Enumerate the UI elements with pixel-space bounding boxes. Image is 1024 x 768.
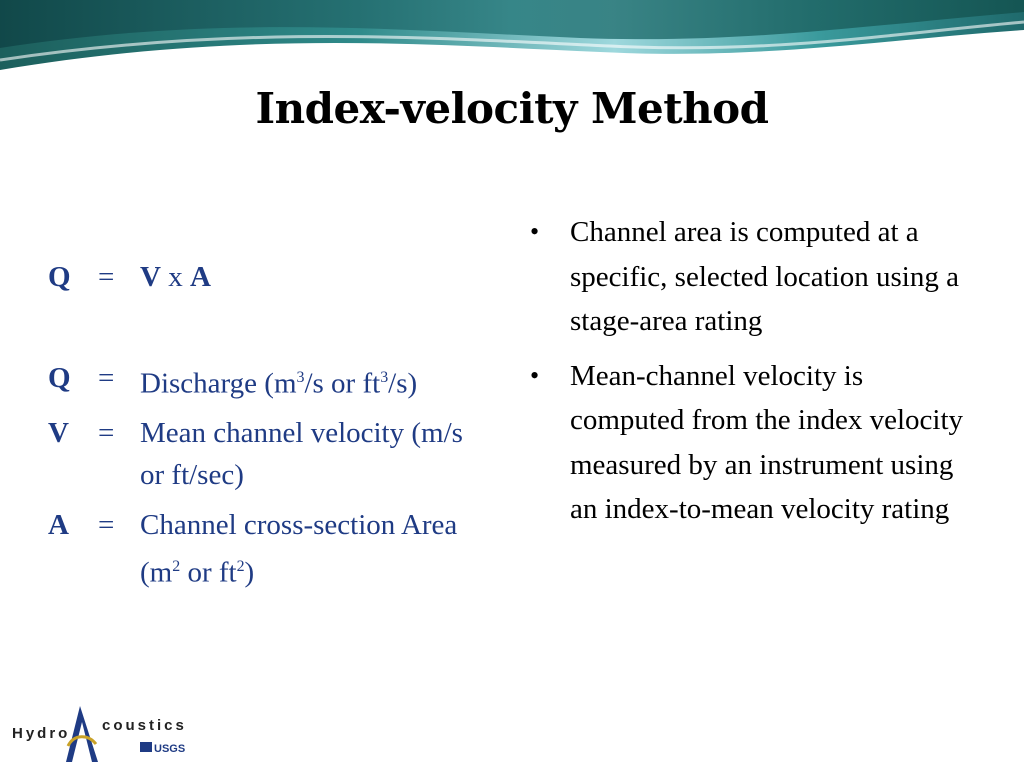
definition-text: Mean channel velocity (m/s or ft/sec) bbox=[140, 417, 463, 492]
equation-rhs bbox=[140, 255, 488, 299]
header-wave-banner bbox=[0, 0, 1024, 80]
definition-q bbox=[48, 357, 488, 404]
definition-symbol: A bbox=[48, 509, 69, 542]
equation-v: V bbox=[140, 261, 161, 293]
hydroacoustics-logo bbox=[8, 704, 198, 764]
logo-text-right: coustics bbox=[102, 717, 187, 734]
bullet-text: Mean-channel velocity is computed from the index velocity measured by an instrument using an index-to-mean velocity rating bbox=[570, 359, 964, 525]
equation-equals: = bbox=[98, 261, 115, 293]
definition-v bbox=[48, 412, 488, 496]
bullet-list bbox=[530, 210, 980, 542]
bullet-icon: • bbox=[530, 360, 540, 390]
definition-equals: = bbox=[98, 509, 115, 542]
logo-text-left: Hydro bbox=[12, 725, 71, 742]
logo-sub-text: USGS bbox=[154, 743, 186, 755]
equation-lhs: Q bbox=[48, 261, 71, 293]
definition-symbol: Q bbox=[48, 362, 71, 394]
definition-text: Discharge ($m^3/s$ or $ft^3/s$) bbox=[140, 367, 418, 400]
equation-a: A bbox=[189, 261, 211, 293]
definition-text: Channel cross-section Area ($m^2$ or $ft^2$) bbox=[140, 509, 458, 589]
definition-equals: = bbox=[98, 362, 115, 394]
bullet-icon: • bbox=[530, 217, 540, 246]
slide-title: Index-velocity Method bbox=[255, 84, 769, 133]
bullet-text: Channel area is computed at a specific, selected location using a stage-area rating bbox=[570, 216, 959, 337]
list-item bbox=[530, 354, 980, 532]
definition-equals: = bbox=[98, 417, 115, 450]
equation-panel bbox=[48, 255, 488, 602]
definition-symbol: V bbox=[48, 417, 69, 450]
main-equation bbox=[48, 255, 488, 299]
definition-a bbox=[48, 504, 488, 593]
equation-times: x bbox=[168, 261, 183, 293]
list-item bbox=[530, 210, 980, 344]
